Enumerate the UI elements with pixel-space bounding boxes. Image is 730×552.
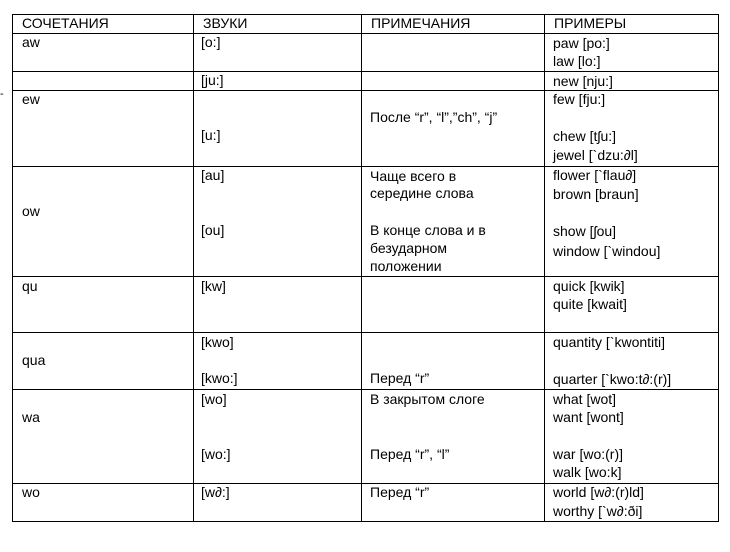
example-cell: worthy [`w∂:ði]	[553, 503, 643, 519]
example-cell: war [wo:(r)]	[553, 446, 623, 462]
sound-cell: [o:]	[201, 34, 221, 50]
note-cell: Перед “r”, “l”	[370, 446, 450, 462]
example-cell: quick [kwik]	[553, 278, 625, 294]
sound-cell: [kwo:]	[201, 370, 238, 386]
sound-cell: [ou]	[201, 222, 225, 238]
table-line	[12, 33, 719, 34]
sound-cell: [kw]	[201, 278, 226, 294]
sound-cell: [w∂:]	[201, 484, 230, 500]
note-cell: В закрытом слоге	[370, 391, 485, 407]
note-cell: безударном	[370, 240, 448, 256]
note-cell: середине слова	[370, 185, 474, 201]
example-cell: jewel [`dzu:∂l]	[553, 147, 638, 163]
note-cell: Перед “r”	[370, 370, 430, 386]
example-cell: quantity [`kwontiti]	[553, 334, 666, 350]
combination-cell: wa	[22, 409, 40, 425]
table-line	[544, 14, 545, 522]
example-cell: walk [wo:k]	[553, 464, 622, 480]
example-cell: chew [tʃu:]	[553, 128, 617, 144]
table-line	[12, 521, 719, 522]
combination-cell: wo	[22, 484, 40, 500]
table-line	[12, 14, 13, 522]
note-cell: Чаще всего в	[370, 168, 457, 184]
sound-cell: [wo]	[201, 391, 227, 407]
example-cell: what [wot]	[553, 391, 617, 407]
table-line	[12, 389, 719, 390]
example-cell: window [`windou]	[553, 243, 661, 259]
note-cell: положении	[370, 258, 442, 274]
table-line	[361, 14, 362, 522]
note-cell: После “r”, “l”,”ch”, “j”	[370, 109, 498, 125]
example-cell: few [fju:]	[553, 91, 606, 107]
example-cell: show [ʃou]	[553, 223, 617, 239]
example-cell: quite [kwait]	[553, 296, 627, 312]
table-line	[718, 14, 719, 522]
combination-cell: ew	[22, 91, 40, 107]
sound-cell: [wo:]	[201, 446, 231, 462]
example-cell: paw [po:]	[553, 35, 610, 51]
combination-cell: qu	[22, 278, 38, 294]
example-cell: new [nju:]	[553, 73, 613, 89]
example-cell: quarter [`kwo:t∂:(r)]	[553, 371, 672, 387]
example-cell: world [w∂:(r)ld]	[553, 484, 644, 500]
header-examples: ПРИМЕРЫ	[554, 15, 627, 31]
table-line	[12, 90, 719, 91]
note-cell: В конце слова и в	[370, 222, 486, 238]
table-line	[193, 14, 194, 522]
table-line	[12, 71, 719, 72]
sound-cell: [ju:]	[201, 72, 224, 88]
example-cell: law [lo:]	[553, 53, 601, 69]
margin-mark: -	[0, 88, 4, 100]
sound-cell: [au]	[201, 167, 225, 183]
example-cell: want [wont]	[553, 409, 624, 425]
note-cell: Перед “r”	[370, 484, 430, 500]
table-line	[12, 332, 719, 333]
sound-cell: [u:]	[201, 127, 221, 143]
combination-cell: ow	[22, 203, 40, 219]
combination-cell: qua	[22, 352, 46, 368]
table-line	[12, 276, 719, 277]
header-combinations: СОЧЕТАНИЯ	[22, 15, 109, 31]
combination-cell: aw	[22, 34, 40, 50]
example-cell: flower [`flau∂]	[553, 167, 637, 183]
header-sounds: ЗВУКИ	[203, 15, 248, 31]
example-cell: brown [braun]	[553, 186, 639, 202]
sound-cell: [kwo]	[201, 334, 234, 350]
header-notes: ПРИМЕЧАНИЯ	[371, 15, 471, 31]
